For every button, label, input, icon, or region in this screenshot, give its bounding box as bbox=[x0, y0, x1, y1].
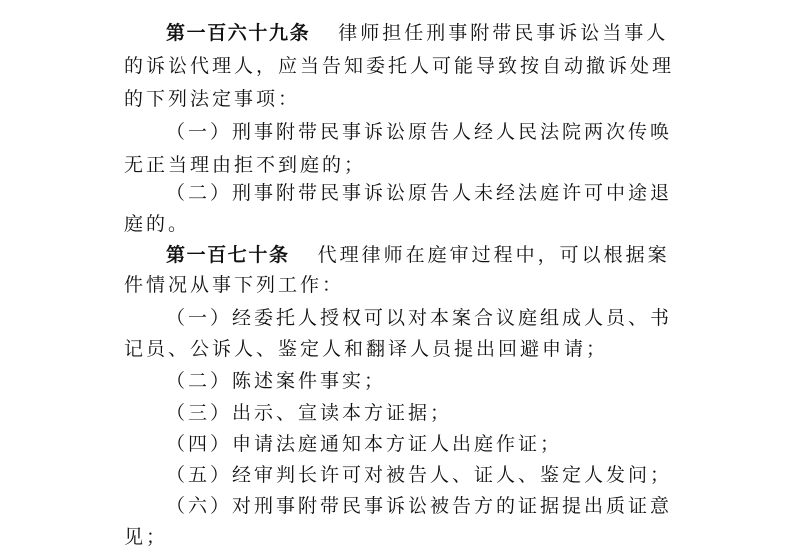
article-169-text-line-2: 的诉讼代理人，应当告知委托人可能导致按自动撤诉处理 bbox=[124, 55, 675, 77]
article-170-item-5: （五）经审判长许可对被告人、证人、鉴定人发问； bbox=[166, 464, 673, 486]
article-169-number: 第一百六十九条 bbox=[166, 22, 311, 44]
article-169-text-line-3: 的下列法定事项： bbox=[124, 88, 301, 110]
article-170-item-1-line-1: （一）经委托人授权可以对本案合议庭组成人员、书 bbox=[166, 307, 673, 329]
article-170-item-4: （四）申请法庭通知本方证人出庭作证； bbox=[166, 433, 563, 455]
article-169-item-1-line-2: 无正当理由拒不到庭的； bbox=[124, 154, 367, 176]
article-169-item-2-line-2: 庭的。 bbox=[124, 213, 191, 235]
article-170-item-6-line-1: （六）对刑事附带民事诉讼被告方的证据提出质证意 bbox=[166, 495, 673, 517]
article-170-number: 第一百七十条 bbox=[166, 244, 290, 266]
article-170-item-3: （三）出示、宣读本方证据； bbox=[166, 402, 453, 424]
article-169-item-1-line-1: （一）刑事附带民事诉讼原告人经人民法院两次传唤 bbox=[166, 121, 673, 143]
article-170-text-line-1: 代理律师在庭审过程中，可以根据案 bbox=[317, 244, 670, 266]
article-170-item-1-line-2: 记员、公诉人、鉴定人和翻译人员提出回避申请； bbox=[124, 338, 609, 360]
article-170-text-line-2: 件情况从事下列工作： bbox=[124, 274, 345, 296]
article-169-first-line bbox=[166, 21, 668, 45]
article-170-first-line bbox=[166, 243, 670, 267]
article-170-item-2: （二）陈述案件事实； bbox=[166, 370, 387, 392]
article-170-item-6-line-2: 见； bbox=[124, 526, 169, 548]
article-169-text-line-1: 律师担任刑事附带民事诉讼当事人 bbox=[338, 22, 669, 44]
article-169-item-2-line-1: （二）刑事附带民事诉讼原告人未经法庭许可中途退 bbox=[166, 182, 673, 204]
